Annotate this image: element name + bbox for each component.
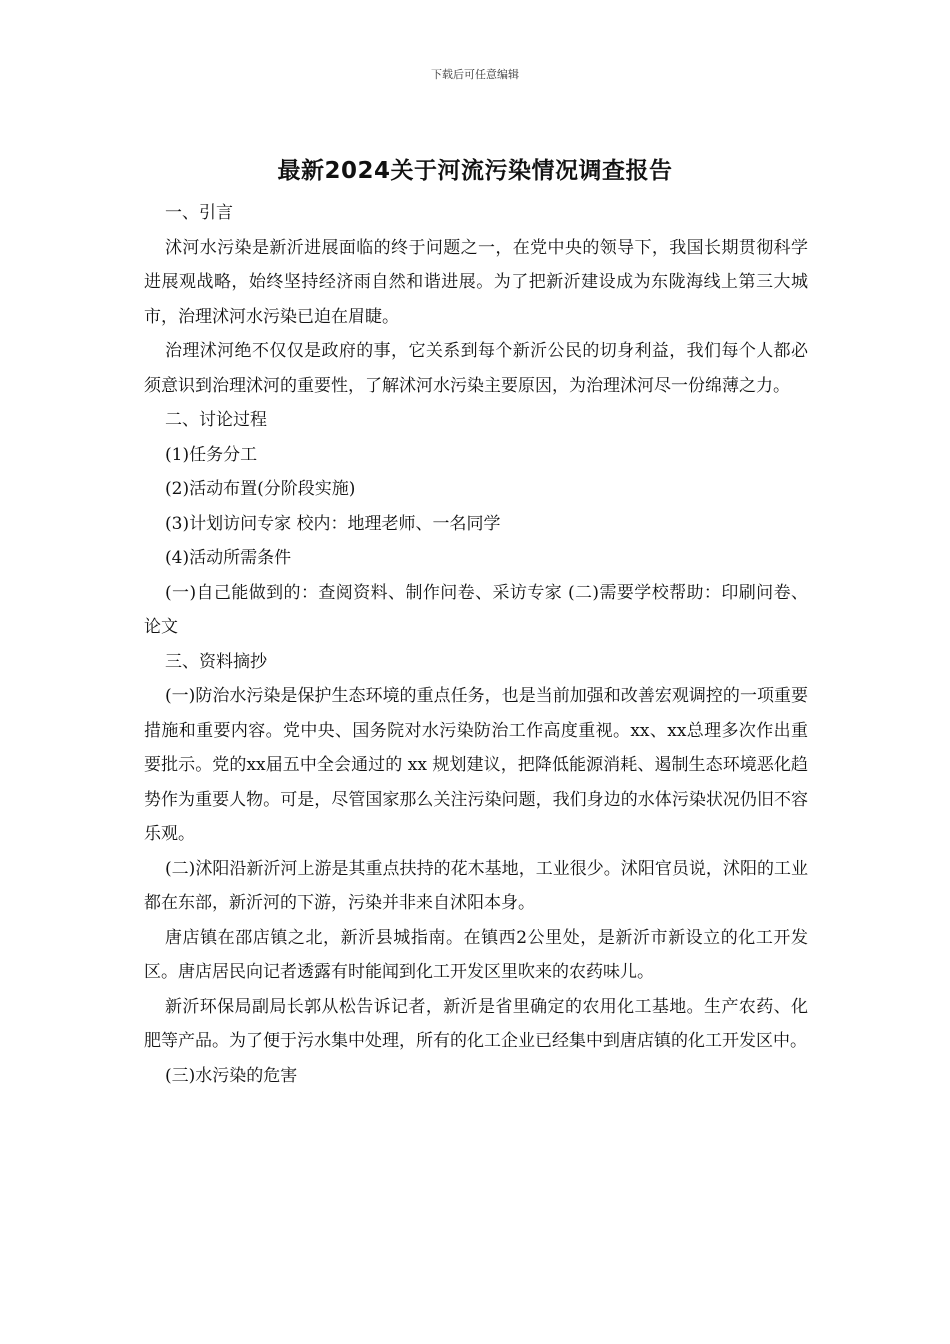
body-paragraph: (一)防治水污染是保护生态环境的重点任务，也是当前加强和改善宏观调控的一项重要措施和重要内容。党中央、国务院对水污染防治工作高度重视。xx、xx总理多次作出重要批示。党的xx届五中全会通过的 xx 规划建议，把降低能源消耗、遏制生态环境恶化趋势作为重要人物。可是，尽管国家那么关注污染问题，我们身边的水体污染状况仍旧不容乐观。 [144, 686, 808, 844]
page-header-note: 下载后可任意编辑 [431, 68, 519, 81]
body-paragraph: (一)自己能做到的：查阅资料、制作问卷、采访专家 (二)需要学校帮助：印刷问卷、论文 [144, 582, 808, 637]
body-paragraph: 沭河水污染是新沂进展面临的终于问题之一，在党中央的领导下，我国长期贯彻科学进展观战略，始终坚持经济雨自然和谐进展。为了把新沂建设成为东陇海线上第三大城市，治理沭河水污染已迫在眉睫。 [144, 237, 808, 327]
subsection-heading: (三)水污染的危害 [165, 1065, 298, 1086]
body-paragraph: 治理沭河绝不仅仅是政府的事，它关系到每个新沂公民的切身利益，我们每个人都必须意识到治理沭河的重要性，了解沭河水污染主要原因，为治理沭河尽一份绵薄之力。 [144, 341, 808, 396]
document-title: 最新2024关于河流污染情况调查报告 [277, 158, 673, 184]
section-heading-excerpts: 三、资料摘抄 [165, 651, 267, 672]
document-body [144, 196, 808, 1093]
section-heading-intro: 一、引言 [165, 203, 233, 223]
body-paragraph: (二)沭阳沿新沂河上游是其重点扶持的花木基地，工业很少。沭阳官员说，沭阳的工业都在东部，新沂河的下游，污染并非来自沭阳本身。 [144, 858, 808, 913]
section-heading-process: 二、讨论过程 [165, 410, 267, 430]
body-paragraph: 唐店镇在邵店镇之北，新沂县城指南。在镇西2公里处，是新沂市新设立的化工开发区。唐店居民向记者透露有时能闻到化工开发区里吹来的农药味儿。 [144, 927, 808, 982]
body-paragraph: 新沂环保局副局长郭从松告诉记者，新沂是省里确定的农用化工基地。生产农药、化肥等产品。为了便于污水集中处理，所有的化工企业已经集中到唐店镇的化工开发区中。 [144, 996, 808, 1051]
list-item: (2)活动布置(分阶段实施) [165, 479, 356, 499]
list-item: (1)任务分工 [165, 444, 258, 465]
list-item: (3)计划访问专家 校内：地理老师、一名同学 [165, 513, 501, 534]
list-item: (4)活动所需条件 [165, 548, 292, 568]
